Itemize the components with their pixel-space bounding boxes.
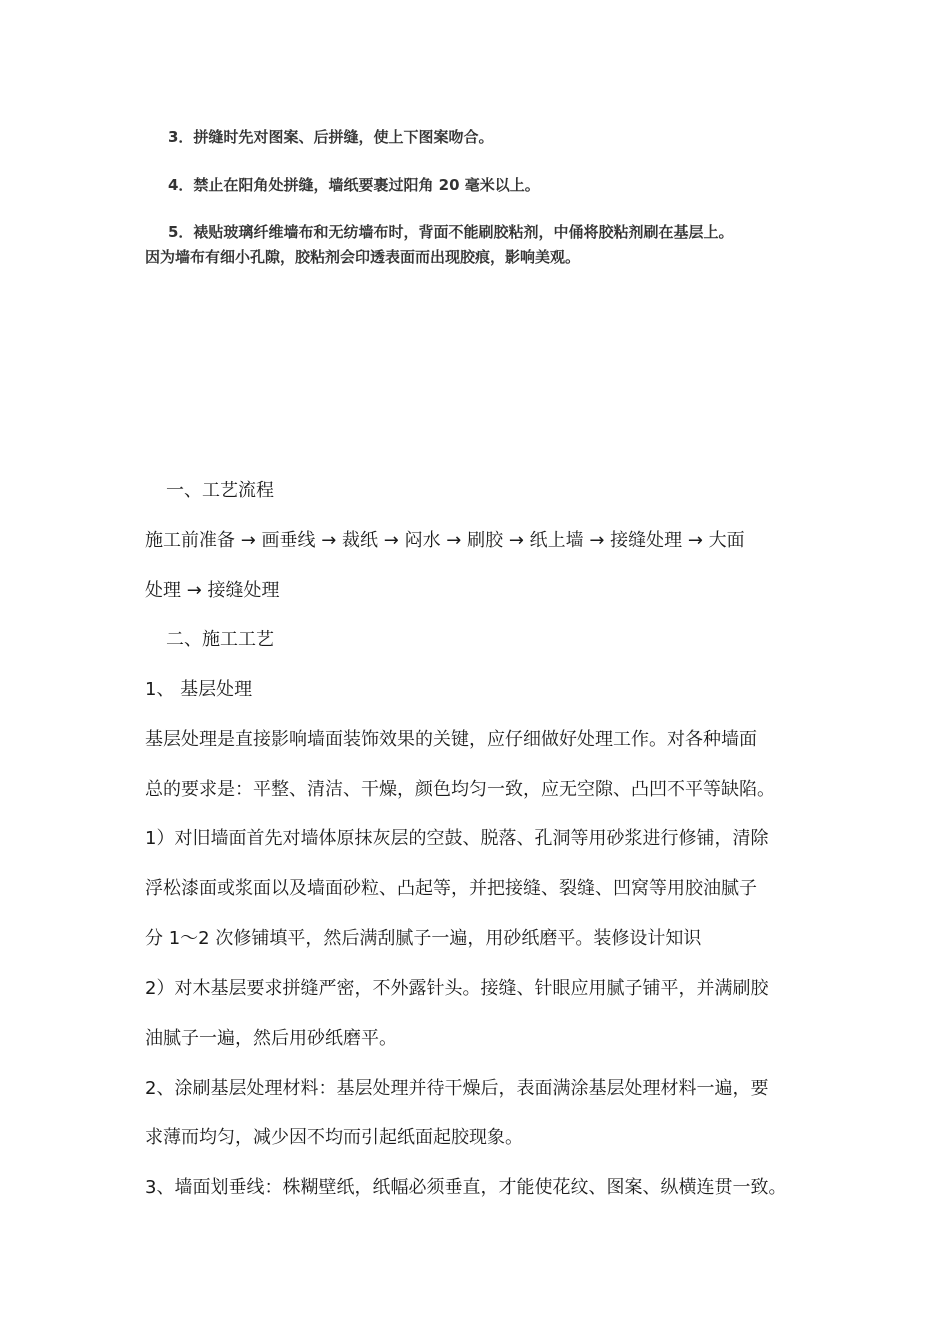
subsection-base-treatment: 1、 基层处理 bbox=[145, 679, 253, 700]
paragraph-line: 求薄而均匀，减少因不均而引起纸面起胶现象。 bbox=[145, 1127, 523, 1148]
paragraph-line: 油腻子一遍，然后用砂纸磨平。 bbox=[145, 1028, 397, 1049]
paragraph-line: 浮松漆面或浆面以及墙面砂粒、凸起等，并把接缝、裂缝、凹窝等用胶油腻子 bbox=[145, 878, 757, 899]
note-5-continued: 因为墙布有细小孔隙，胶粘剂会印透表面而出现胶痕，影响美观。 bbox=[145, 248, 581, 266]
paragraph-line: 分 1～2 次修铺填平，然后满刮腻子一遍，用砂纸磨平。装修设计知识 bbox=[145, 928, 702, 949]
note-5: 5．裱贴玻璃纤维墙布和无纺墙布时，背面不能刷胶粘剂，中俑将胶粘剂刷在基层上。 bbox=[168, 223, 734, 241]
paragraph-line: 2、涂刷基层处理材料：基层处理并待干燥后，表面满涂基层处理材料一遍，要 bbox=[145, 1078, 769, 1099]
paragraph-line: 1）对旧墙面首先对墙体原抹灰层的空鼓、脱落、孔洞等用砂浆进行修铺，清除 bbox=[145, 828, 769, 849]
paragraph-line: 3、墙面划垂线：株糊壁纸，纸幅必须垂直，才能使花纹、图案、纵横连贯一致。 bbox=[145, 1177, 787, 1198]
process-flow-line-1: 施工前准备 → 画垂线 → 裁纸 → 闷水 → 刷胶 → 纸上墙 → 接缝处理 → 大面 bbox=[145, 530, 745, 551]
section-heading-construction: 二、施工工艺 bbox=[166, 629, 274, 650]
paragraph-line: 2）对木基层要求拼缝严密，不外露针头。接缝、针眼应用腻子铺平，并满刷胶 bbox=[145, 978, 769, 999]
process-flow-line-2: 处理 → 接缝处理 bbox=[145, 580, 280, 601]
note-3: 3．拼缝时先对图案、后拼缝，使上下图案吻合。 bbox=[168, 128, 494, 146]
paragraph-line: 总的要求是：平整、清洁、干燥，颜色均匀一致，应无空隙、凸凹不平等缺陷。 bbox=[145, 779, 775, 800]
section-heading-process-flow: 一、工艺流程 bbox=[166, 480, 274, 501]
paragraph-line: 基层处理是直接影响墙面装饰效果的关键，应仔细做好处理工作。对各种墙面 bbox=[145, 729, 757, 750]
note-4: 4．禁止在阳角处拼缝，墙纸要裹过阳角 20 毫米以上。 bbox=[168, 176, 540, 194]
